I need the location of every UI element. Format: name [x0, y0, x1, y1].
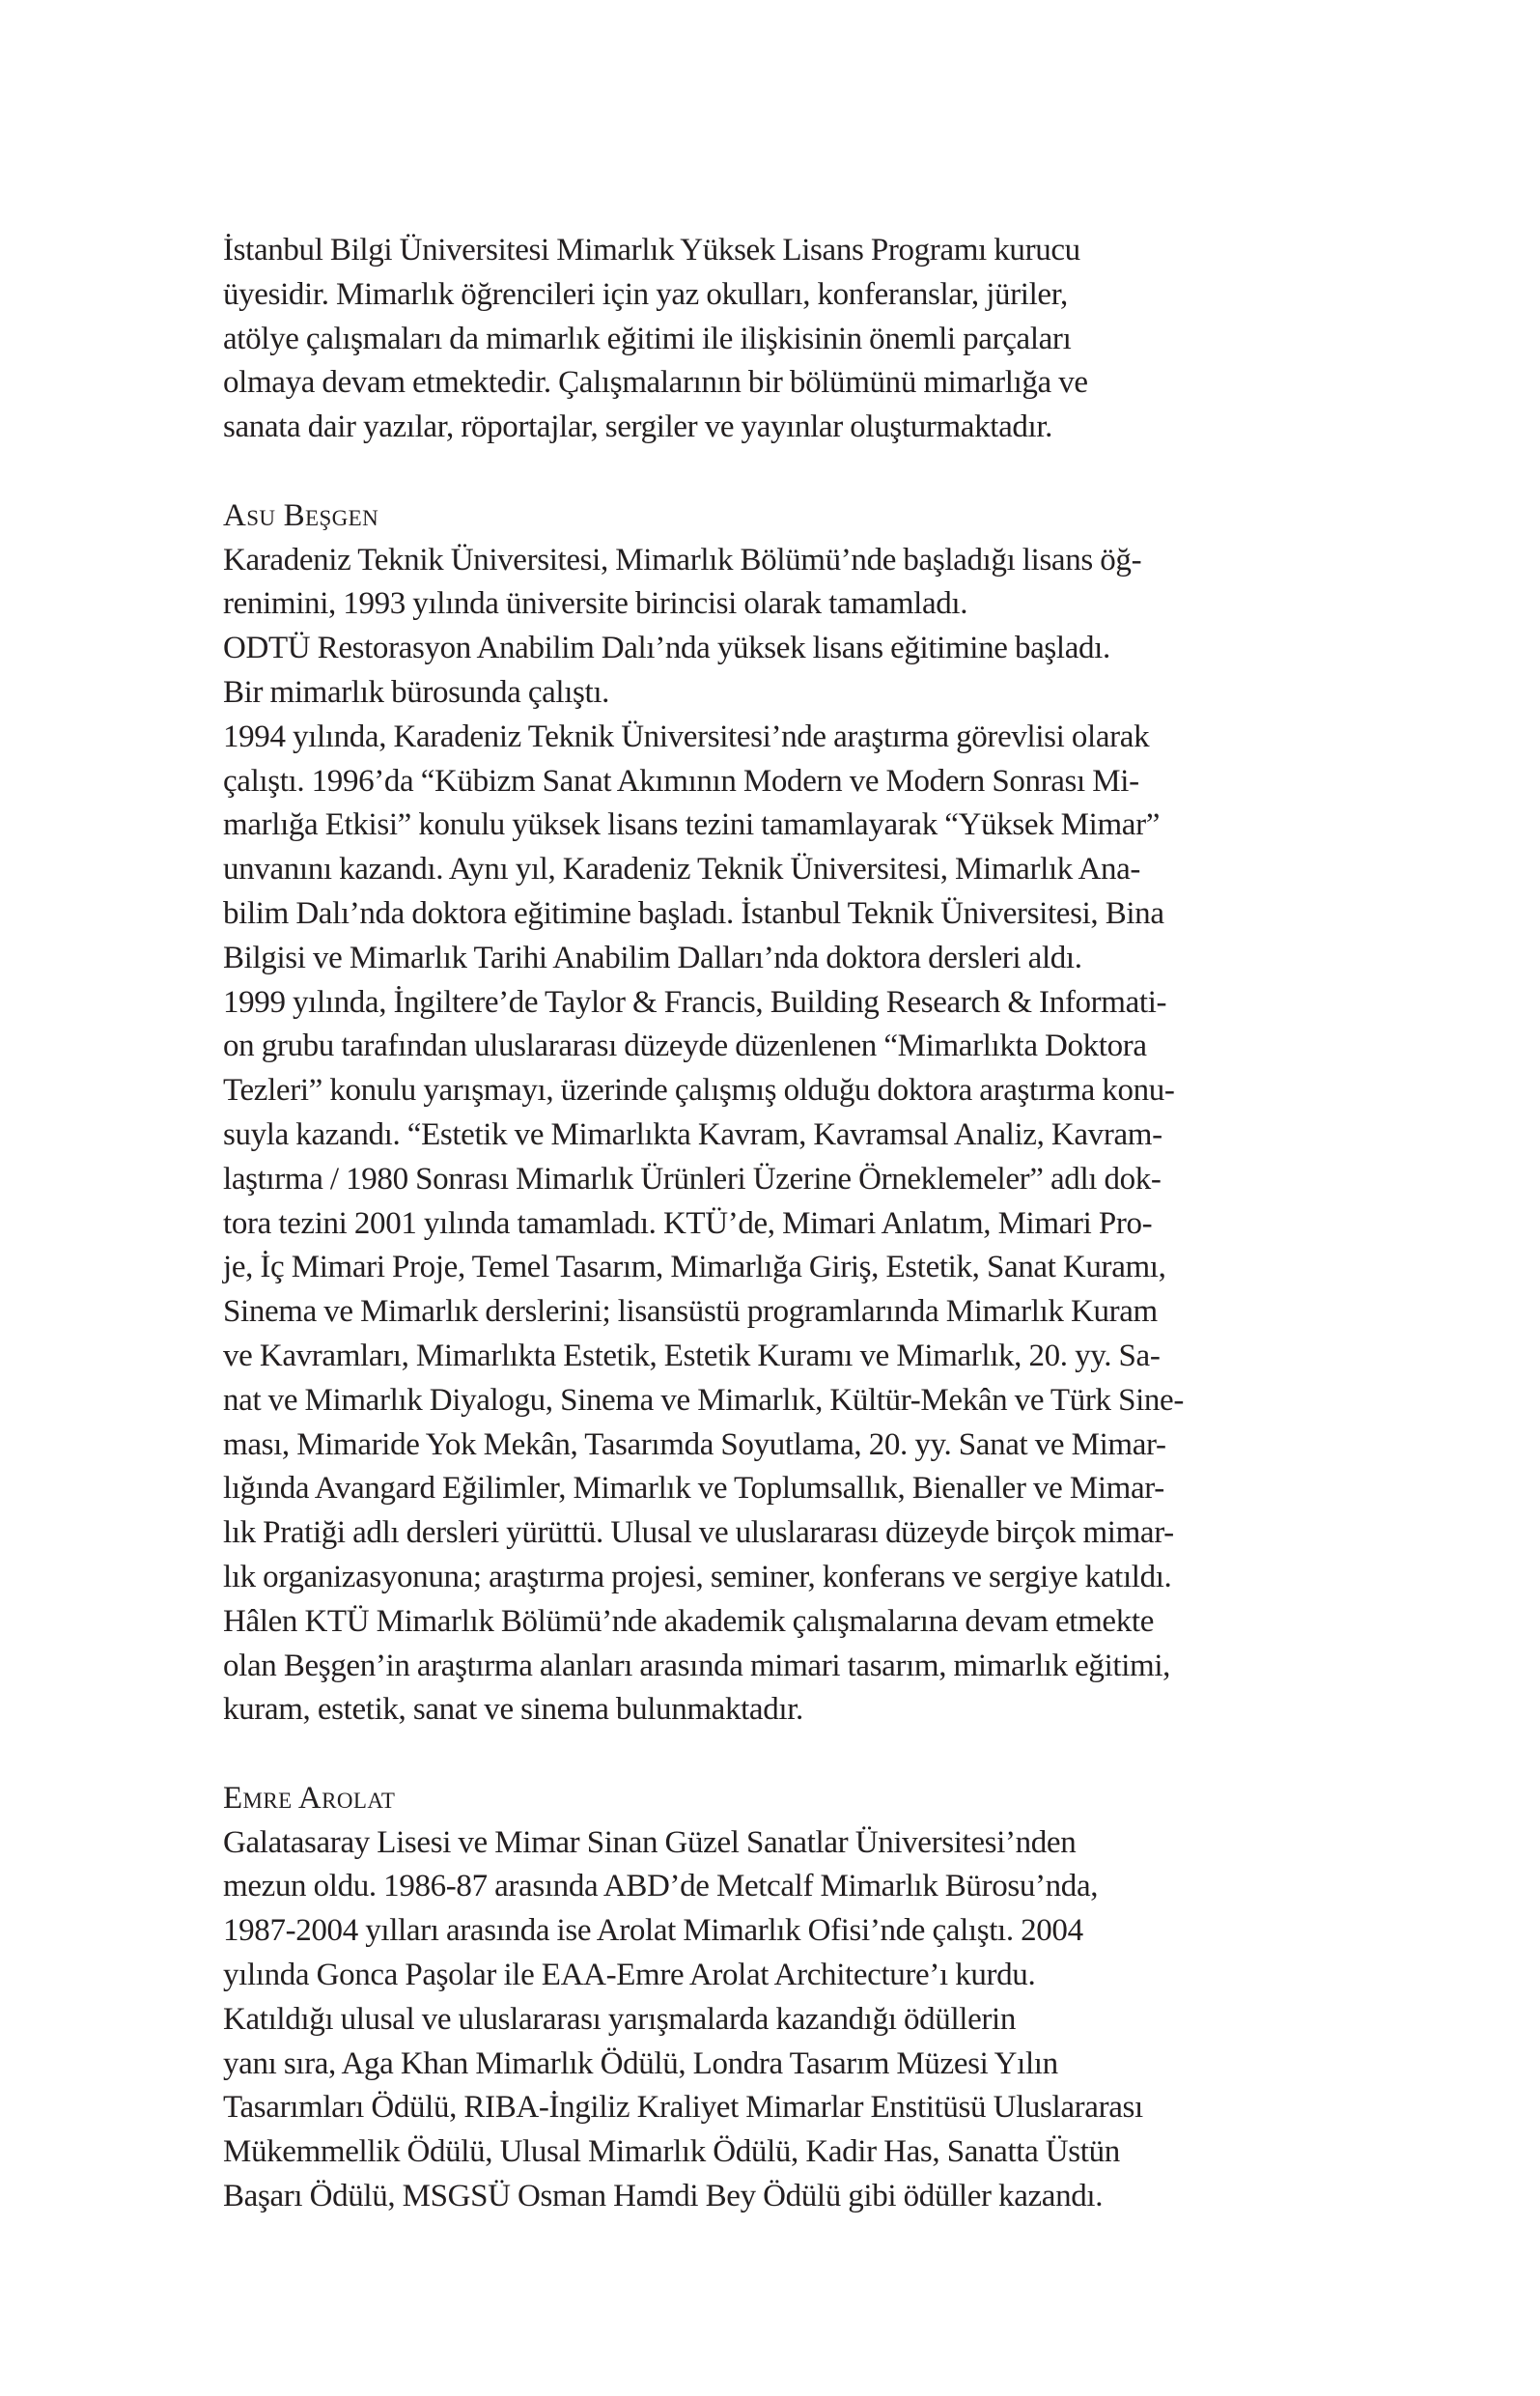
bio-name-heading: Asu Beşgen [223, 497, 379, 533]
text-line: nat ve Mimarlık Diyalogu, Sinema ve Mimarlık, Kültür-Mekân ve Türk Sine- [223, 1382, 1184, 1418]
text-line: Galatasaray Lisesi ve Mimar Sinan Güzel Sanatlar Üniversitesi’nden [223, 1824, 1077, 1860]
text-line: 1994 yılında, Karadeniz Teknik Üniversitesi’nde araştırma görevlisi olarak [223, 719, 1150, 754]
text-line: renimini, 1993 yılında üniversite birincisi olarak tamamladı. [223, 586, 968, 622]
text-line: İstanbul Bilgi Üniversitesi Mimarlık Yüksek Lisans Programı kurucu [223, 233, 1080, 268]
text-line: je, İç Mimari Proje, Temel Tasarım, Mimarlığa Giriş, Estetik, Sanat Kuramı, [223, 1250, 1166, 1285]
text-line: bilim Dalı’nda doktora eğitimine başladı. İstanbul Teknik Üniversitesi, Bina [223, 895, 1164, 931]
text-line: ması, Mimaride Yok Mekân, Tasarımda Soyutlama, 20. yy. Sanat ve Mimar- [223, 1426, 1166, 1462]
text-line: unvanını kazandı. Aynı yıl, Karadeniz Teknik Üniversitesi, Mimarlık Ana- [223, 852, 1141, 888]
text-line: 1987-2004 yılları arasında ise Arolat Mimarlık Ofisi’nde çalıştı. 2004 [223, 1913, 1083, 1949]
text-line: Hâlen KTÜ Mimarlık Bölümü’nde akademik çalışmalarına devam etmekte [223, 1603, 1154, 1639]
text-line: kuram, estetik, sanat ve sinema bulunmaktadır. [223, 1692, 803, 1728]
text-line: Katıldığı ulusal ve uluslararası yarışmalarda kazandığı ödüllerin [223, 2001, 1016, 2037]
text-line: marlığa Etkisi” konulu yüksek lisans tezini tamamlayarak “Yüksek Mimar” [223, 807, 1161, 843]
text-line: 1999 yılında, İngiltere’de Taylor & Francis, Building Research & Informati- [223, 984, 1167, 1020]
text-line: Tezleri” konulu yarışmayı, üzerinde çalışmış olduğu doktora araştırma konu- [223, 1073, 1175, 1109]
text-line: olan Beşgen’in araştırma alanları arasında mimari tasarım, mimarlık eğitimi, [223, 1648, 1171, 1683]
text-line: Sinema ve Mimarlık derslerini; lisansüstü programlarında Mimarlık Kuram [223, 1294, 1158, 1330]
text-line: atölye çalışmaları da mimarlık eğitimi ile ilişkisinin önemli parçaları [223, 321, 1072, 356]
text-line: yılında Gonca Paşolar ile EAA-Emre Arolat Architecture’ı kurdu. [223, 1958, 1036, 1993]
text-line: yanı sıra, Aga Khan Mimarlık Ödülü, Londra Tasarım Müzesi Yılın [223, 2045, 1058, 2081]
document-page [223, 229, 1333, 2264]
text-line: laştırma / 1980 Sonrası Mimarlık Ürünleri Üzerine Örneklemeler” adlı dok- [223, 1161, 1162, 1197]
text-line: suyla kazandı. “Estetik ve Mimarlıkta Kavram, Kavramsal Analiz, Kavram- [223, 1116, 1162, 1152]
text-line: Mükemmellik Ödülü, Ulusal Mimarlık Ödülü, Kadir Has, Sanatta Üstün [223, 2134, 1120, 2170]
intro-paragraph [223, 229, 1333, 450]
text-line: Tasarımları Ödülü, RIBA-İngiliz Kraliyet Mimarlar Enstitüsü Uluslararası [223, 2090, 1143, 2126]
text-line: çalıştı. 1996’da “Kübizm Sanat Akımının Modern ve Modern Sonrası Mi- [223, 763, 1139, 799]
text-line: Bilgisi ve Mimarlık Tarihi Anabilim Dalları’nda doktora dersleri aldı. [223, 940, 1082, 975]
bio-asu-besgen [223, 494, 1333, 1733]
text-line: üyesidir. Mimarlık öğrencileri için yaz okulları, konferanslar, jüriler, [223, 276, 1068, 312]
text-line: lığında Avangard Eğilimler, Mimarlık ve Toplumsallık, Bienaller ve Mimar- [223, 1471, 1164, 1507]
text-line: tora tezini 2001 yılında tamamladı. KTÜ’de, Mimari Anlatım, Mimari Pro- [223, 1205, 1153, 1241]
text-line: Başarı Ödülü, MSGSÜ Osman Hamdi Bey Ödülü gibi ödüller kazandı. [223, 2179, 1104, 2214]
text-line: sanata dair yazılar, röportajlar, sergiler ve yayınlar oluşturmaktadır. [223, 409, 1053, 445]
text-line: lık organizasyonuna; araştırma projesi, seminer, konferans ve sergiye katıldı. [223, 1559, 1172, 1594]
text-line: Bir mimarlık bürosunda çalıştı. [223, 674, 610, 710]
text-line: ODTÜ Restorasyon Anabilim Dalı’nda yüksek lisans eğitimine başladı. [223, 631, 1110, 666]
text-line: olmaya devam etmektedir. Çalışmalarının bir bölümünü mimarlığa ve [223, 365, 1088, 401]
text-line: Karadeniz Teknik Üniversitesi, Mimarlık Bölümü’nde başladığı lisans öğ- [223, 542, 1142, 578]
bio-emre-arolat [223, 1777, 1333, 2219]
text-line: ve Kavramları, Mimarlıkta Estetik, Estetik Kuramı ve Mimarlık, 20. yy. Sa- [223, 1338, 1161, 1373]
text-line: mezun oldu. 1986-87 arasında ABD’de Metcalf Mimarlık Bürosu’nda, [223, 1869, 1099, 1904]
text-line: lık Pratiği adlı dersleri yürüttü. Ulusal ve uluslararası düzeyde birçok mimar- [223, 1515, 1174, 1551]
text-line: on grubu tarafından uluslararası düzeyde düzenlenen “Mimarlıkta Doktora [223, 1029, 1147, 1064]
bio-name-heading: Emre Arolat [223, 1780, 396, 1816]
